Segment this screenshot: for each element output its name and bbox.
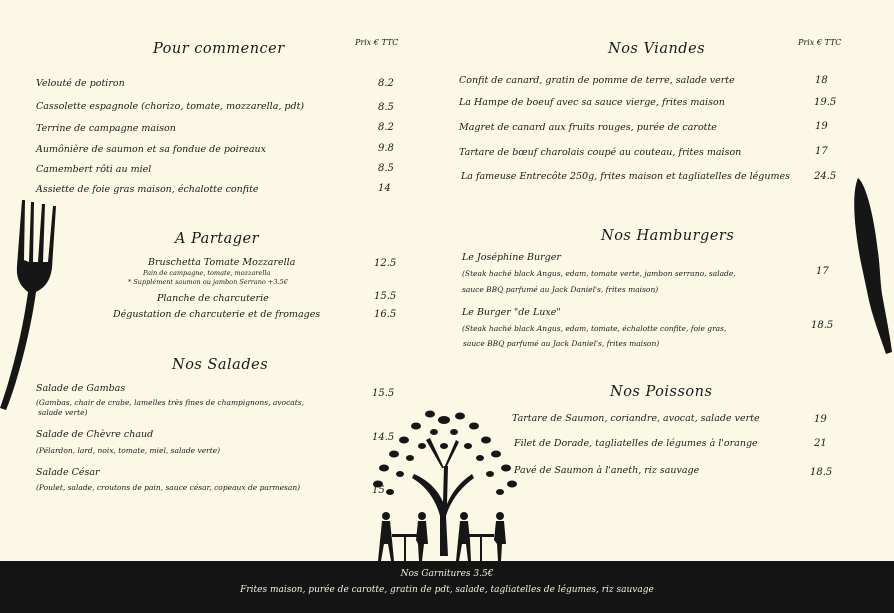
- list-item: Assiette de foie gras maison, échalotte confite: [36, 184, 259, 195]
- section-title-fish: Nos Poissons: [610, 384, 713, 400]
- item-price: 8.5: [378, 102, 394, 113]
- list-item: Planche de charcuterie: [157, 293, 269, 304]
- list-item: Cassolette espagnole (chorizo, tomate, mozzarella, pdt): [36, 101, 305, 112]
- item-note: * Supplément saumon ou jambon Serrano +3.5€: [128, 278, 288, 286]
- footer-items: Frites maison, purée de carotte, gratin de pdt, salade, tagliatelles de légumes, riz sauvage: [240, 585, 654, 595]
- item-price: 15.5: [374, 291, 397, 302]
- footer-garnitures: [0, 561, 894, 613]
- list-item: Bruschetta Tomate Mozzarella: [148, 257, 296, 268]
- list-item: Camembert rôti au miel: [36, 164, 152, 175]
- section-title-meats: Nos Viandes: [608, 41, 706, 57]
- list-item: Filet de Dorade, tagliatelles de légumes à l'orange: [514, 438, 758, 449]
- list-item: Dégustation de charcuterie et de fromages: [113, 309, 321, 320]
- knife-icon: [846, 176, 894, 356]
- list-item: Velouté de potiron: [36, 78, 125, 89]
- item-description: (Poulet, salade, croutons de pain, sauce césar, copeaux de parmesan): [36, 483, 301, 492]
- list-item: Magret de canard aux fruits rouges, purée de carotte: [459, 122, 717, 133]
- list-item: Le Joséphine Burger: [462, 252, 561, 263]
- item-price: 16.5: [374, 309, 397, 320]
- item-price: 8.2: [378, 122, 394, 133]
- item-price: 21: [814, 438, 827, 449]
- section-title-starters: Pour commencer: [153, 41, 285, 57]
- item-description: (Steak haché black Angus, edam, tomate verte, jambon serrano, salade,: [462, 269, 736, 278]
- item-price: 18.5: [810, 467, 833, 478]
- list-item: Pavé de Saumon à l'aneth, riz sauvage: [514, 465, 700, 476]
- item-price: 15: [372, 485, 385, 496]
- list-item: Tartare de Saumon, coriandre, avocat, salade verte: [512, 413, 760, 424]
- item-price: 9.8: [378, 143, 394, 154]
- item-description: (Pélardon, lard, noix, tomate, miel, salade verte): [36, 446, 221, 455]
- list-item: Tartare de bœuf charolais coupé au couteau, frites maison: [459, 147, 742, 158]
- list-item: Confit de canard, gratin de pomme de terre, salade verte: [459, 75, 735, 86]
- section-title-salads: Nos Salades: [172, 357, 269, 373]
- item-price: 12.5: [374, 258, 397, 269]
- item-description: (Gambas, chair de crabe, lamelles très fines de champignons, avocats,: [36, 398, 304, 407]
- item-price: 19: [815, 121, 828, 132]
- list-item: Salade de Gambas: [36, 383, 126, 394]
- list-item: Terrine de campagne maison: [36, 123, 176, 134]
- item-price: 24.5: [814, 171, 837, 182]
- tree-diners-illustration: [364, 406, 524, 564]
- section-title-share: A Partager: [175, 231, 260, 247]
- item-price: 18: [815, 75, 828, 86]
- list-item: Salade César: [36, 467, 100, 478]
- footer-title: Nos Garnitures 3.5€: [400, 569, 494, 579]
- item-price: 19.5: [814, 97, 837, 108]
- item-description: sauce BBQ parfumé au Jack Daniel's, frites maison): [462, 285, 659, 294]
- item-description: Pain de campagne, tomate, mozzarella: [143, 269, 271, 277]
- item-price: 14.5: [372, 432, 395, 443]
- item-price: 17: [815, 146, 828, 157]
- item-price: 14: [378, 183, 391, 194]
- item-description: sauce BBQ parfumé au Jack Daniel's, frites maison): [463, 339, 660, 348]
- price-header-left: Prix € TTC: [355, 38, 399, 47]
- item-price: 19: [814, 414, 827, 425]
- list-item: Salade de Chèvre chaud: [36, 429, 154, 440]
- item-price: 17: [816, 266, 829, 277]
- item-price: 8.5: [378, 163, 394, 174]
- list-item: La Hampe de boeuf avec sa sauce vierge, frites maison: [459, 97, 725, 108]
- item-price: 18.5: [811, 320, 834, 331]
- item-price: 15.5: [372, 388, 395, 399]
- item-description: salade verte): [38, 408, 88, 417]
- list-item: La fameuse Entrecôte 250g, frites maison et tagliatelles de légumes: [461, 171, 790, 182]
- list-item: Le Burger "de Luxe": [462, 307, 561, 318]
- list-item: Aumônière de saumon et sa fondue de poireaux: [36, 144, 266, 155]
- price-header-right: Prix € TTC: [798, 38, 842, 47]
- item-description: (Steak haché black Angus, edam, tomate, échalotte confite, foie gras,: [462, 324, 727, 333]
- item-price: 8.2: [378, 78, 394, 89]
- section-title-burgers: Nos Hamburgers: [601, 228, 735, 244]
